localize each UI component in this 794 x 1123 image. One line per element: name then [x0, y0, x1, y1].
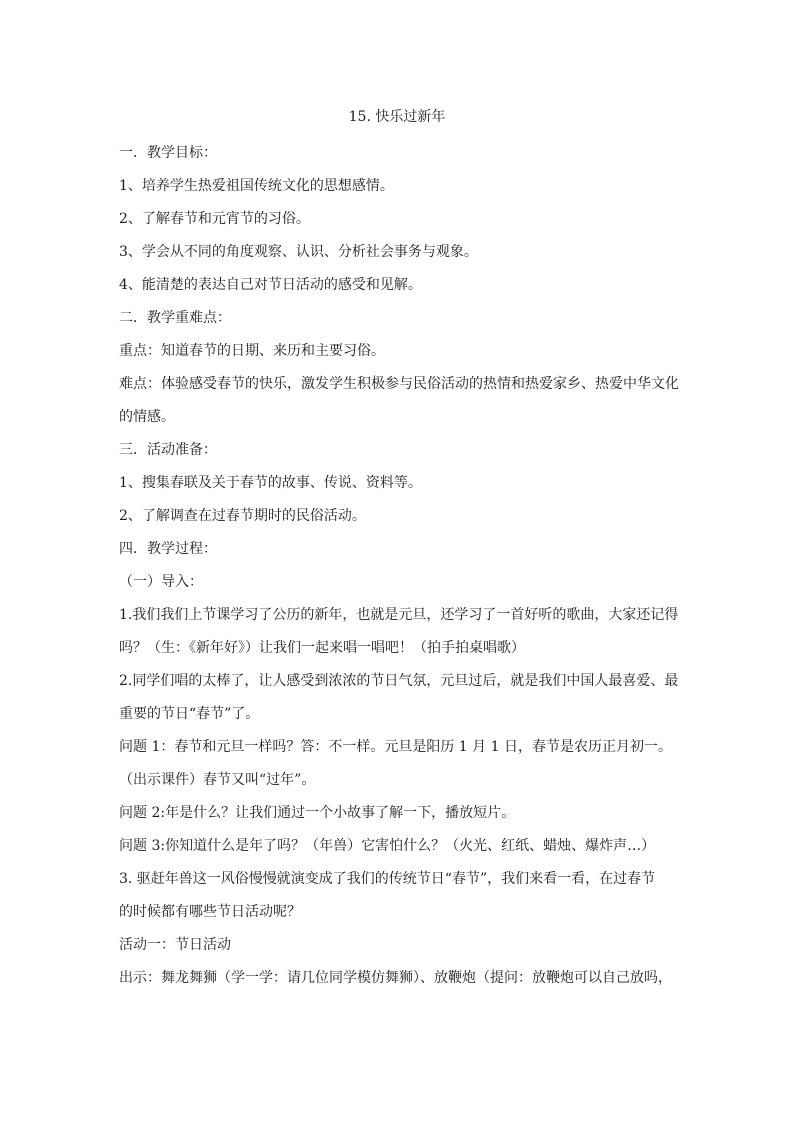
preparation-item: 1、搜集春联及关于春节的故事、传说、资料等。	[119, 475, 422, 491]
section-heading-objectives: 一．教学目标：	[119, 145, 217, 161]
difficulty-text-line: 的情感。	[119, 409, 175, 425]
objective-item: 3、学会从不同的角度观察、认识、分析社会事务与观象。	[119, 244, 478, 260]
question-text-line: 问题 2:年是什么？让我们通过一个小故事了解一下，播放短片。	[119, 805, 516, 821]
activity-text-line: 出示：舞龙舞狮（学一学：请几位同学模仿舞狮）、放鞭炮（提问：放鞭炮可以自己放吗，	[119, 970, 672, 986]
section-heading-key-points: 二．教学重难点：	[119, 310, 231, 326]
difficulty-text-line: 难点：体验感受春节的快乐，激发学生积极参与民俗活动的热情和热爱家乡、热爱中华文化	[119, 376, 679, 392]
process-text-line: 3. 驱赶年兽这一风俗慢慢就演变成了我们的传统节日“春节”，我们来看一看，在过春节	[119, 871, 656, 887]
section-heading-process: 四．教学过程：	[119, 541, 217, 557]
process-text-line: 的时候都有哪些节日活动呢？	[119, 904, 301, 920]
question-text-line: （出示课件）春节又叫“过年”。	[119, 772, 316, 788]
process-text-line: 1.我们我们上节课学习了公历的新年，也就是元旦，还学习了一首好听的歌曲，大家还记得	[119, 607, 679, 623]
question-text-line: 问题 1：春节和元旦一样吗？答：不一样。元旦是阳历 1 月 1 日，春节是农历正月初一。	[119, 739, 672, 755]
process-text-line: 2.同学们唱的太棒了，让人感受到浓浓的节日气氛，元旦过后，就是我们中国人最喜爱、最	[119, 673, 679, 689]
question-text-line: 问题 3:你知道什么是年了吗？（年兽）它害怕什么？（火光、红纸、蜡烛、爆炸声…）	[119, 838, 656, 854]
objective-item: 2、了解春节和元宵节的习俗。	[119, 211, 310, 227]
document-title: 15. 快乐过新年	[348, 109, 446, 125]
activity-heading: 活动一：节日活动	[119, 937, 231, 953]
document-body	[119, 104, 679, 995]
section-heading-preparation: 三．活动准备：	[119, 442, 217, 458]
key-point-text: 重点：知道春节的日期、来历和主要习俗。	[119, 343, 385, 359]
process-text-line: 重要的节日“春节”了。	[119, 706, 260, 722]
objective-item: 1、培养学生热爱祖国传统文化的思想感情。	[119, 178, 394, 194]
subsection-heading-intro: （一）导入：	[119, 574, 203, 590]
preparation-item: 2、了解调查在过春节期时的民俗活动。	[119, 508, 366, 524]
process-text-line: 吗？（生：《新年好》）让我们一起来唱一唱吧！（拍手拍桌唱歌）	[119, 640, 525, 656]
objective-item: 4、能清楚的表达自己对节日活动的感受和见解。	[119, 277, 422, 293]
